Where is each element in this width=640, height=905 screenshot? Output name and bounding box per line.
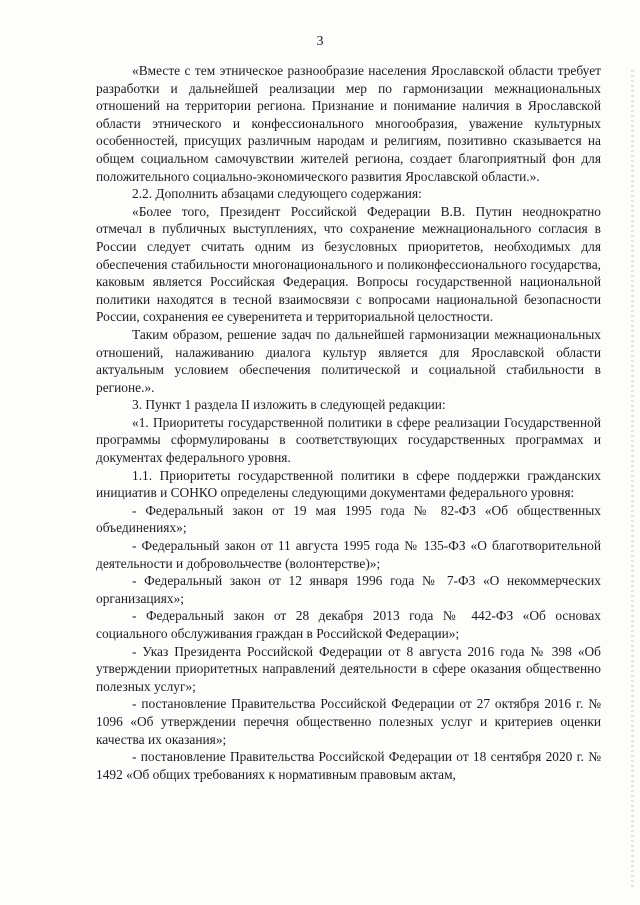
scan-edge-artifact: [631, 70, 634, 890]
list-item-law-442fz: - Федеральный закон от 28 декабря 2013 года № 442-ФЗ «Об основах социального обслуживания граждан в Российской Федерации»;: [96, 608, 601, 641]
paragraph-item-2-2: 2.2. Дополнить абзацами следующего содержания:: [132, 186, 422, 202]
document-body: [96, 62, 601, 783]
paragraph-item-1-1: 1.1. Приоритеты государственной политики в сфере поддержки гражданских инициатив и СОНКО определены следующими документами федерального уровня:: [96, 467, 601, 501]
page-number: 3: [316, 34, 324, 49]
list-item-law-135fz: - Федеральный закон от 11 августа 1995 года № 135-ФЗ «О благотворительной деятельности и добровольчестве (волонтерстве)»;: [96, 538, 601, 571]
paragraph-ethnic-diversity: «Вместе с тем этническое разнообразие населения Ярославской области требует разработки и дальнейшей реализации мер по гармонизации межнациональных отношений на территории региона. Признание и понимание наличия в Ярославской области этнического и конфессионального многообразия, уважение культурных особенностей, присущих различным народам и религиям, позитивно сказывается на общем социальном самочувствии жителей региона, создает благоприятный фон для положительного социально-экономического развития Ярославской области.».: [96, 63, 601, 184]
paragraph-president-quote: «Более того, Президент Российской Федерации В.В. Путин неоднократно отмечал в публичных выступлениях, что сохранение межнационального согласия в России следует считать одним из безусловных приоритетов, необходимых для обеспечения стабильности многонационального и поликонфессионального государства, каковым является Российская Федерация. Вопросы государственной национальной политики находятся в тесной взаимосвязи с вопросами национальной безопасности России, сохранения ее суверенитета и территориальной целостности.: [96, 203, 601, 325]
list-item-decree-398: - Указ Президента Российской Федерации от 8 августа 2016 года № 398 «Об утверждении приоритетных направлений деятельности в сфере оказания общественно полезных услуг»;: [96, 643, 601, 694]
list-item-law-82fz: - Федеральный закон от 19 мая 1995 года № 82-ФЗ «Об общественных объединениях»;: [96, 502, 601, 536]
list-item-law-7fz: - Федеральный закон от 12 января 1996 года № 7-ФЗ «О некоммерческих организациях»;: [96, 573, 601, 606]
paragraph-item-3: 3. Пункт 1 раздела II изложить в следующей редакции:: [132, 397, 446, 413]
paragraph-conclusion: Таким образом, решение задач по дальнейшей гармонизации межнациональных отношений, налаживанию диалога культур является для Ярославской области актуальным условием обеспечения политической и социальной стабильности в регионе.».: [96, 326, 601, 395]
list-item-resolution-1492: - постановление Правительства Российской Федерации от 18 сентября 2020 г. № 1492 «Об общих требованиях к нормативным правовым актам,: [96, 749, 601, 782]
list-item-resolution-1096: - постановление Правительства Российской Федерации от 27 октября 2016 г. № 1096 «Об утверждении перечня общественно полезных услуг и критериев оценки качества их оказания»;: [96, 696, 601, 747]
paragraph-priorities: «1. Приоритеты государственной политики в сфере реализации Государственной программы сформулированы в соответствующих государственных программах и документах федерального уровня.: [96, 414, 601, 466]
